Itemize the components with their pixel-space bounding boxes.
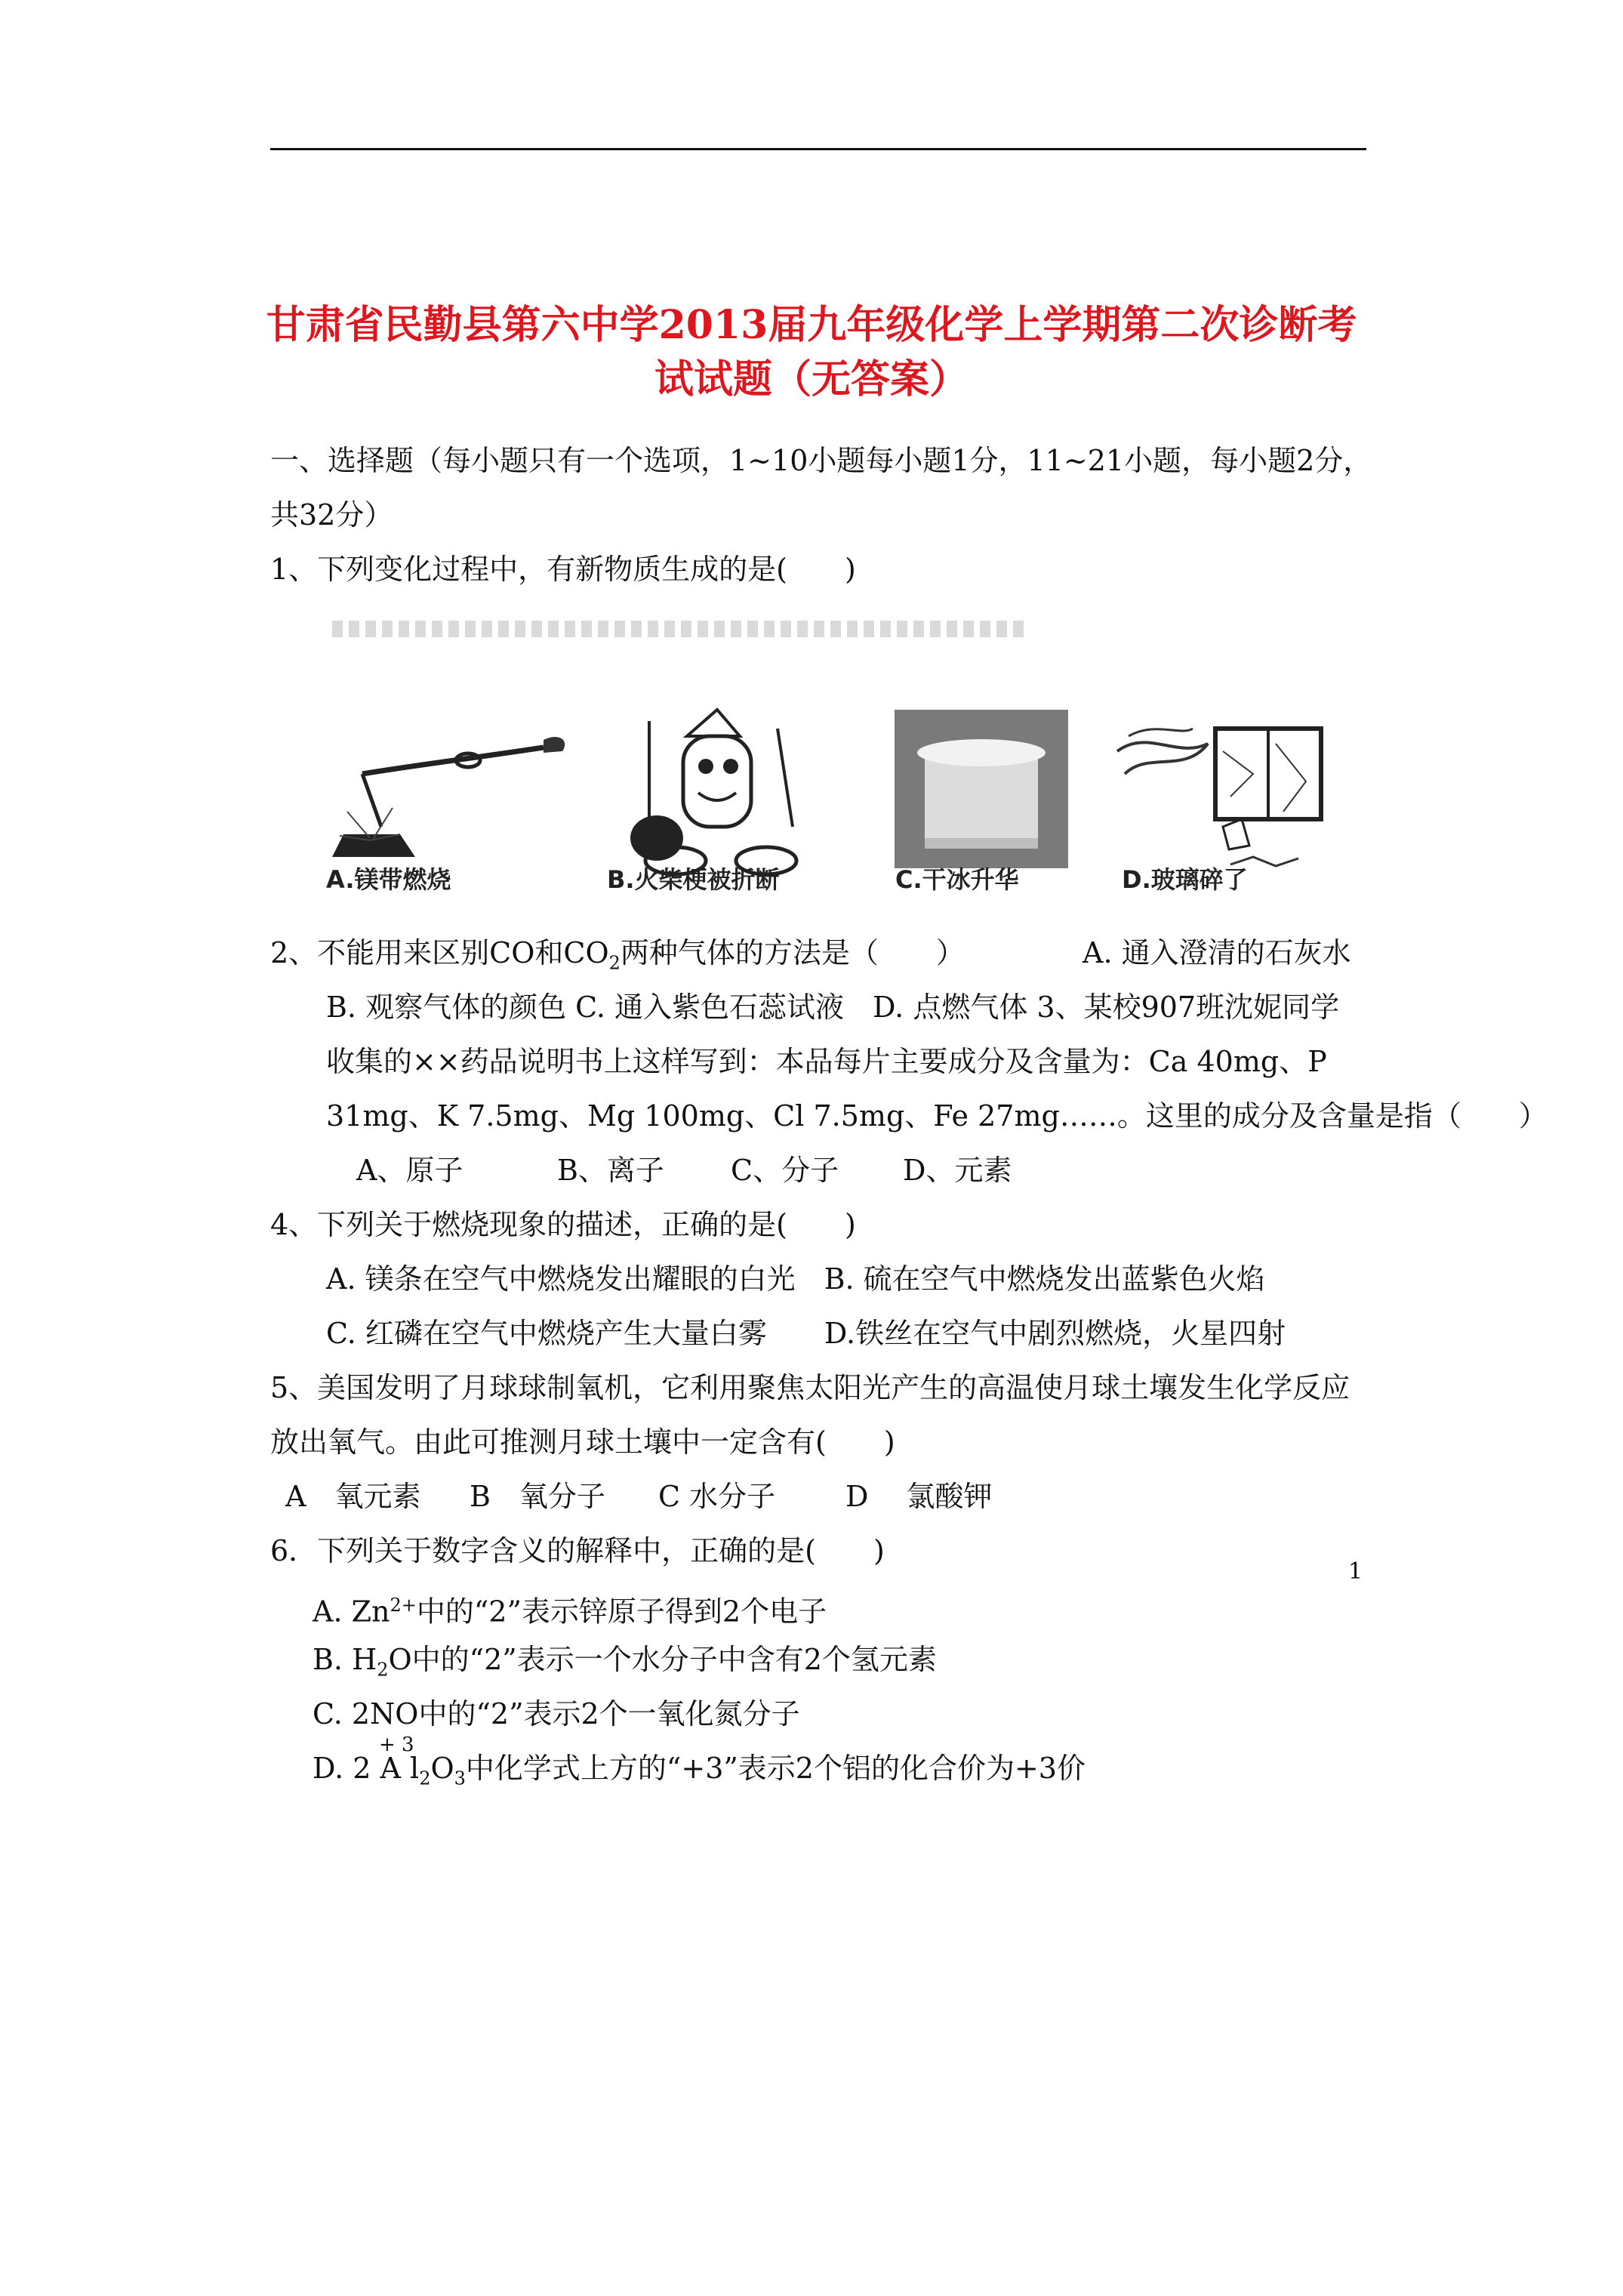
q4-stem: 4、下列关于燃烧现象的描述，正确的是( ) [270,1208,856,1241]
q2-options-line: B. 观察气体的颜色 C. 通入紫色石蕊试液 D. 点燃气体 3、某校907班沈妮同学 [326,991,1340,1024]
q5-option-b: B 氧分子 [470,1480,605,1513]
q6-option-d-valence-mark: + 3 [379,1734,414,1756]
q1-stem: 1、下列变化过程中，有新物质生成的是( ) [270,553,856,586]
q1-caption-b: B.火柴梗被折断 [607,865,780,894]
q6-option-d: D. 2 A $l_2O_3$中化学式上方的“+3”表示2个铝的化合价为+3价 [313,1752,1086,1789]
faint-scan-text [332,621,1027,637]
q4-options-line2: C. 红磷在空气中燃烧产生大量白雾 D.铁丝在空气中剧烈燃烧，火星四射 [326,1317,1286,1350]
q3-line1: 收集的××药品说明书上这样写到：本品每片主要成分及含量为：Ca 40mg、P [326,1045,1327,1078]
q5-line2: 放出氧气。由此可推测月球土壤中一定含有( ) [270,1425,895,1459]
q5-line1: 5、美国发明了月球球制氧机，它利用聚焦太阳光产生的高温使月球土壤发生化学反应 [270,1371,1350,1404]
page-number: 1 [1348,1558,1363,1585]
q6-option-c: C. 2NO中的“2”表示2个一氧化氮分子 [313,1697,800,1730]
q5-option-c: C 水分子 [658,1480,776,1513]
q2-option-a: A. 通入澄清的石灰水 [1083,936,1351,969]
q6-option-b: B. $H_2O$中的“2”表示一个水分子中含有2个氢元素 [313,1643,937,1681]
q4-options-line1: A. 镁条在空气中燃烧发出耀眼的白光 B. 硫在空气中燃烧发出蓝紫色火焰 [326,1262,1265,1296]
q6-stem: 6．下列关于数字含义的解释中，正确的是( ) [270,1534,885,1567]
q1-caption-c: C.干冰升华 [895,865,1019,894]
q6-option-a: A. $Zn^{2+}$中的“2”表示锌原子得到2个电子 [313,1595,827,1629]
q3-line2: 31mg、K 7.5mg、Mg 100mg、Cl 7.5mg、Fe 27mg……。这里的成分及含量是指（ ） [326,1099,1548,1133]
q3-option-a: A、原子 [356,1154,463,1187]
page-title-line1: 甘肃省民勤县第六中学2013届九年级化学上学期第二次诊断考 [266,302,1357,348]
q5-option-a: A 氧元素 [285,1480,421,1513]
q3-option-d: D、元素 [903,1154,1012,1187]
section-heading-line1: 一、选择题（每小题只有一个选项，1~10小题每小题1分，11~21小题，每小题2分， [270,444,1372,477]
q1-figure-row [317,680,1389,906]
q5-option-d: D 氯酸钾 [845,1480,993,1513]
header-rule [270,148,1366,150]
q1-caption-a: A.镁带燃烧 [326,865,451,894]
section-heading-line2: 共32分） [270,498,393,532]
q3-option-c: C、分子 [731,1154,839,1187]
q2-stem: 2、不能用来区别CO和$CO_2$两种气体的方法是（ ） [270,936,965,974]
page-title-line2: 试试题（无答案） [654,356,969,402]
q1-caption-d: D.玻璃碎了 [1122,865,1248,894]
q3-option-b: B、离子 [557,1154,664,1187]
